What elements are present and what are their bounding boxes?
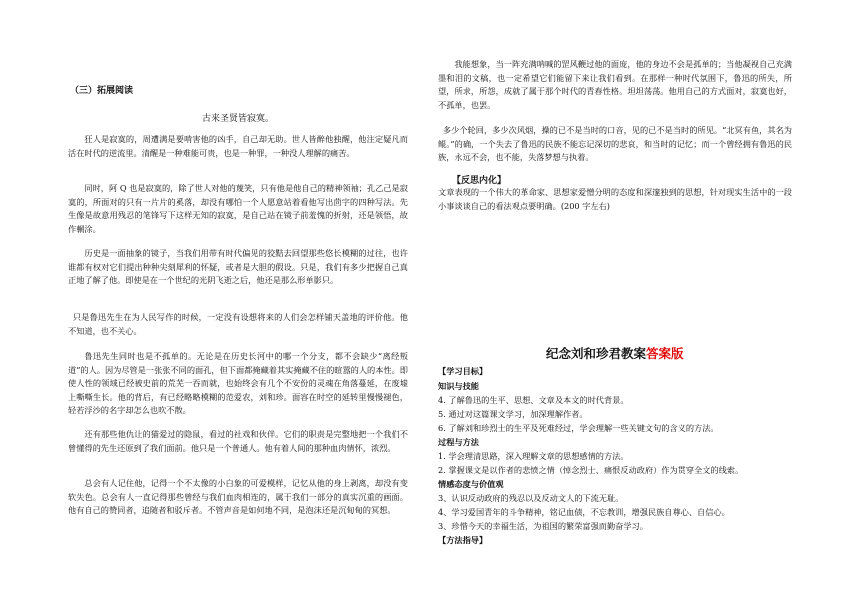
method-heading: 【方法指导】 — [438, 535, 488, 545]
paragraph: 狂人是寂寞的，周遭满是要啃害他的凶手，自己却无助。世人皆醉他独醒，他注定疑凡而活在时代的逆流里。清醒是一种难能可贵，也是一种罪，一种没人理解的痛苦。 — [68, 134, 408, 158]
process-heading: 过程与方法 — [438, 437, 479, 447]
paragraph: 只是鲁迅先生在为人民写作的时候，一定没有设想将来的人们会怎样铺天盖地的评价他。他不知道，也不关心。 — [68, 312, 408, 336]
paragraph: 多少个轮回，多少次风烟，操的已不是当时的口音，见的已不是当时的所见。“北冥有鱼，其名为鲲。”的确，一个失去了鲁迅的民族不能忘记深切的悲哀，和当时的记忆；而一个曾经拥有鲁迅的民族，永远不会，也不能，失落梦想与执着。 — [438, 125, 792, 163]
process-item: 2. 掌握课文是以作者的悲愤之情（悼念烈士、痛恨反动政府）作为贯穿全文的线索。 — [438, 465, 744, 475]
reflection-text: 文章表现的一个伟大的革命家、思想家爱憎分明的态度和深邃独到的思想，针对现实生活中的一段小事谈谈自己的看法观点要明确。(200 字左右) — [438, 187, 792, 211]
knowledge-heading: 知识与技能 — [438, 381, 479, 391]
section-heading: （三）拓展阅读 — [70, 86, 134, 96]
attitude-item: 4、学习爱国青年的斗争精神，铭记血债，不忘教训，增强民族自尊心、自信心。 — [438, 507, 730, 517]
reflection-heading: 【反思内化】 — [452, 176, 507, 186]
reading-subtitle: 古来圣贤皆寂寞。 — [201, 114, 274, 124]
attitude-item: 3、认识反动政府的残忍以及反动文人的下流无耻。 — [438, 493, 624, 503]
process-item: 1. 学会理清思路，深入理解文章的思想感情的方法。 — [438, 451, 629, 461]
document-title — [546, 344, 684, 362]
paragraph: 我能想象，当一阵充满呐喊的罡风鞭过他的面庞，他的身边不会是孤单的；当他凝视自己充满墨和泪的文稿，也一定希望它们能留下来让我们看到。在那样一种时代氛围下，鲁迅的所失，所望，所求，所怨，成就了属于那个时代的青春性格。坦坦荡荡。他用自己的方式面对，寂寞也好，不孤单，也罢。 — [438, 59, 792, 110]
paragraph: 历史是一面抽象的镜子，当我们用带有时代偏见的狡黠去回望那些悠长模糊的过往，也许谁都有权对它们提出种种尖刻犀利的怀疑，或者是大胆的假设。只是，我们有多少把握自己真正地了解了他。即使是在一个世纪的光阴飞逝之后，他还是那么形单影只。 — [68, 248, 408, 286]
attitude-item: 3、珍惜今天的幸福生活，为祖国的繁荣富强而勤奋学习。 — [438, 521, 648, 531]
attitude-heading: 情感态度与价值观 — [438, 479, 504, 489]
paragraph: 鲁迅先生同时也是不孤单的。无论是在历史长河中的哪一个分支，都不会缺少“离经叛道”的人。因为尽管是一张张不同的面孔，但下面都掩藏着其实掩藏不住的暄嚣的人的本性。即使人性的领域已经被史前的荒芜一吞而就，也始终会有几个不安份的灵魂在角落蔓延，在废墟上嘶嘶生长。他的背后，有已经略略模糊的范爱农，刘和珍。面容在时空的延转里慢慢褪色，轻若浮沙的名字却怎么也吹不散。 — [68, 351, 408, 416]
paragraph: 同时，阿 Q 也是寂寞的，除了世人对他的蔑笑，只有他是他自己的精神领袖；孔乙己是寂寞的，所面对的只有一片片的奚落，却没有哪怕一个人愿意站着看他写出茴字的四种写法。先生像是故意用残忍的笔锋写下这样无知的寂寞，是自己站在镜子前羞愧的折射，还是领悟，故作輞涂。 — [68, 183, 408, 234]
document-title-main: 纪念刘和珍君教案 — [546, 346, 647, 361]
goals-heading: 【学习目标】 — [438, 366, 488, 376]
knowledge-item: 4. 了解鲁迅的生平、思想、文章及本文的时代背景。 — [438, 395, 629, 405]
paragraph: 还有那些他仇让的猫爱过的隐鼠，看过的社戏和伙伴。它们的职责是完整地把一个我们不曾懂得的先生还原到了我们面前。他只是一个普通人。他有着人间的那种血肉情怀，浓烈。 — [68, 429, 408, 453]
knowledge-item: 6. 了解刘和珍烈士的生平及死难经过，学会理解一些关键文句的含义的方法。 — [438, 423, 719, 433]
paragraph: 总会有人记住他，记得一个不太像的小白象的可爱模样，记忆从他的身上剥离，却没有变软失色。总会有人一直记得那些曾经与我们血肉相连的，属于我们一部分的真实沉重的画面。他有自己的赞同者，追随者和驳斥者。不管声音是如何地不同，是泡沫还是沉甸甸的冥想。 — [68, 478, 408, 516]
knowledge-item: 5. 通过对这篇课文学习，加深理解作者。 — [438, 409, 588, 419]
document-title-suffix: 答案版 — [646, 346, 684, 361]
